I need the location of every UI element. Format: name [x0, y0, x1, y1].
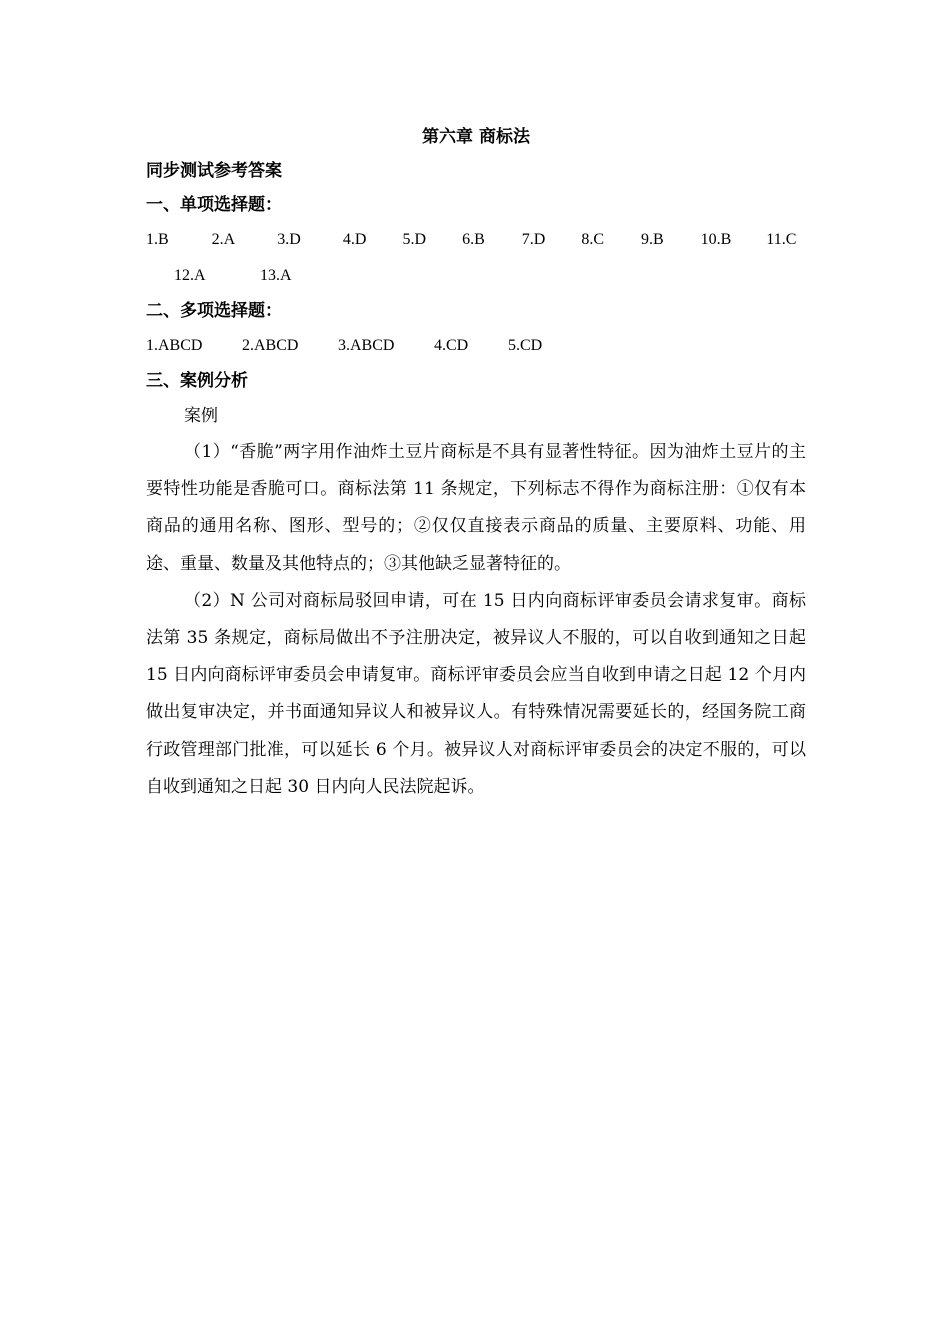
- document-page: [146, 120, 806, 806]
- answer-item: 7.D: [521, 231, 546, 248]
- answer-item: 4.CD: [434, 337, 469, 354]
- single-choice-answers-row-2: [146, 258, 806, 294]
- answer-item: 12.A: [174, 267, 206, 284]
- answer-item: 4.D: [342, 231, 367, 248]
- answer-item: 1.B: [146, 231, 169, 248]
- answer-item: 3.ABCD: [338, 337, 395, 354]
- answer-item: 3.D: [277, 231, 301, 248]
- section-case-analysis-heading: 三、案例分析: [146, 371, 248, 391]
- answer-item: 1.ABCD: [146, 337, 203, 354]
- chapter-title: 第六章 商标法: [422, 127, 530, 147]
- answer-item: 10.B: [700, 231, 732, 248]
- answers-heading: 同步测试参考答案: [146, 161, 282, 181]
- answer-item: 2.ABCD: [242, 337, 299, 354]
- section-single-choice-heading: 一、单项选择题：: [146, 195, 282, 215]
- answer-item: 8.C: [581, 231, 605, 248]
- answer-item: 2.A: [211, 231, 236, 248]
- section-multiple-choice-heading: 二、多项选择题：: [146, 301, 282, 321]
- multiple-choice-answers-row: [146, 328, 806, 364]
- answer-item: 5.CD: [508, 337, 543, 354]
- case-answer-paragraph-2: （2）N 公司对商标局驳回申请，可在 15 日内向商标评审委员会请求复审。商标法第 35 条规定，商标局做出不予注册决定，被异议人不服的，可以自收到通知之日起 15 日内向商标评审委员会申请复审。商标评审委员会应当自收到申请之日起 12 个月内做出复审决定，并书面通知异议人和被异议人。有特殊情况需要延长的，经国务院工商行政管理部门批准，可以延长 6 个月。被异议人对商标评审委员会的决定不服的，可以自收到通知之日起 30 日内向人民法院起诉。: [146, 590, 806, 797]
- case-label: 案例: [184, 406, 218, 426]
- case-answer-paragraph-1: （1）“香脆”两字用作油炸土豆片商标是不具有显著性特征。因为油炸土豆片的主要特性功能是香脆可口。商标法第 11 条规定，下列标志不得作为商标注册：①仅有本商品的通用名称、图形、型号的；②仅仅直接表示商品的质量、主要原料、功能、用途、重量、数量及其他特点的；③其他缺乏显著特征的。: [146, 442, 806, 574]
- answer-item: 5.D: [402, 231, 427, 248]
- single-choice-answers-row-1: [146, 222, 806, 258]
- answer-item: 13.A: [260, 267, 292, 284]
- answer-item: 11.C: [766, 231, 797, 248]
- answer-item: 6.B: [462, 231, 485, 248]
- answer-item: 9.B: [641, 231, 664, 248]
